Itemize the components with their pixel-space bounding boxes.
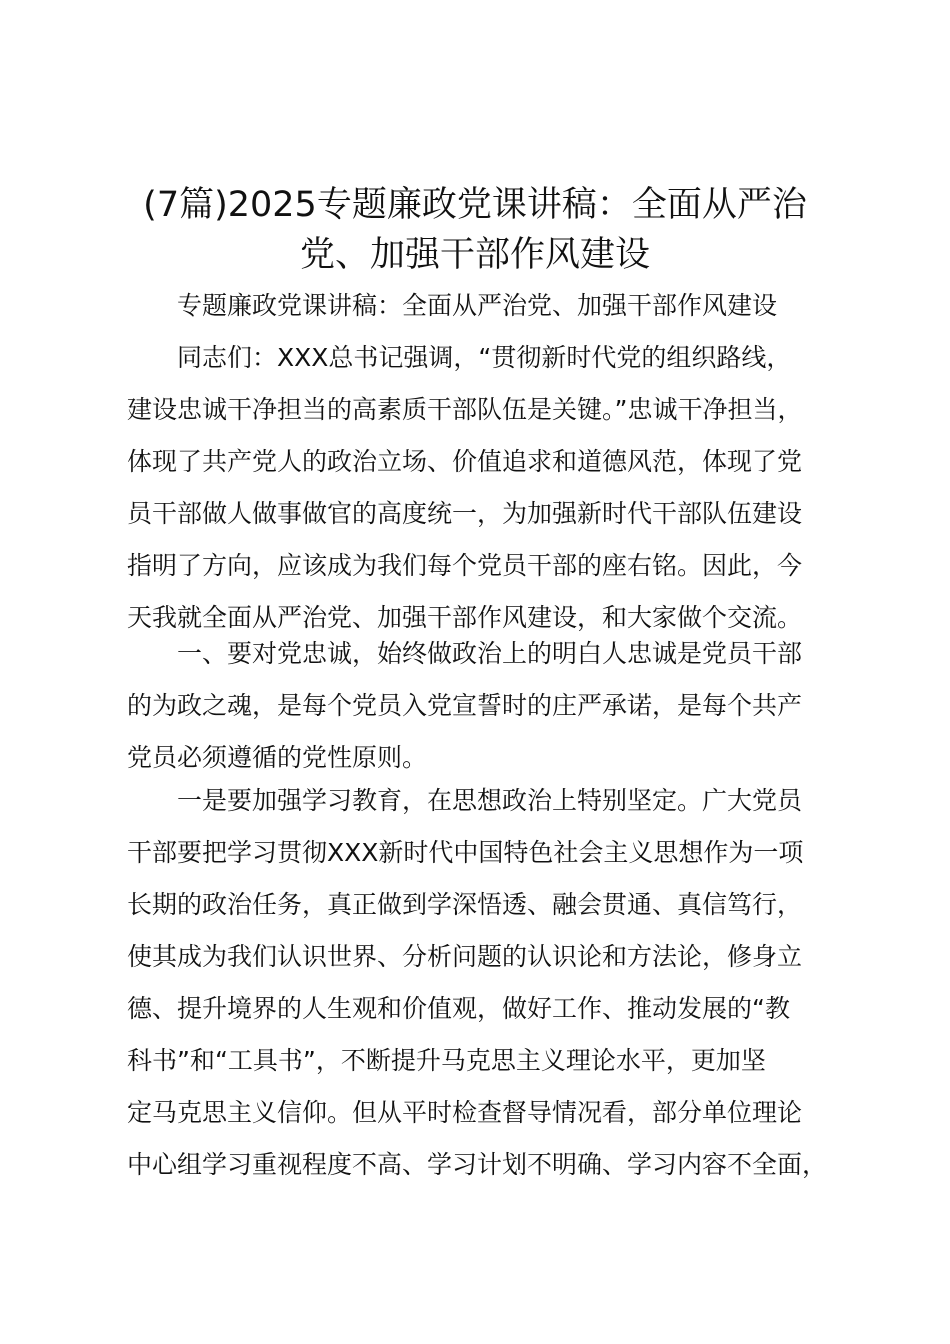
paragraph-line: 一、要对党忠诚，始终做政治上的明白人忠诚是党员干部	[177, 639, 803, 668]
title-line: (7篇)2025专题廉政党课讲稿：全面从严治	[143, 185, 807, 225]
paragraph-3	[127, 775, 832, 1191]
paragraph-line: 建设忠诚干净担当的高素质干部队伍是关键。”忠诚干净担当，	[127, 395, 803, 424]
paragraph-line: 德、提升境界的人生观和价值观，做好工作、推动发展的“教	[127, 994, 790, 1023]
paragraph-line: 干部要把学习贯彻XXX新时代中国特色社会主义思想作为一项	[127, 838, 804, 867]
paragraph-1	[127, 332, 832, 644]
document-title	[110, 180, 840, 280]
paragraph-line: 科书”和“工具书”，不断提升马克思主义理论水平，更加坚	[127, 1046, 766, 1075]
document-subtitle	[127, 280, 832, 332]
paragraph-2	[127, 628, 832, 784]
paragraph-line: 定马克思主义信仰。但从平时检查督导情况看，部分单位理论	[127, 1098, 803, 1127]
title-line: 党、加强干部作风建设	[299, 235, 650, 275]
paragraph-line: 党员必须遵循的党性原则。	[127, 743, 428, 772]
paragraph-line: 使其成为我们认识世界、分析问题的认识论和方法论，修身立	[127, 942, 803, 971]
paragraph-line: 同志们：XXX总书记强调，“贯彻新时代党的组织路线，	[177, 343, 792, 372]
paragraph-line: 中心组学习重视程度不高、学习计划不明确、学习内容不全面，	[127, 1150, 828, 1179]
paragraph-line: 指明了方向，应该成为我们每个党员干部的座右铭。因此，今	[127, 551, 803, 580]
paragraph-line: 员干部做人做事做官的高度统一，为加强新时代干部队伍建设	[127, 499, 803, 528]
subtitle-line: 专题廉政党课讲稿：全面从严治党、加强干部作风建设	[177, 291, 778, 320]
paragraph-line: 的为政之魂，是每个党员入党宣誓时的庄严承诺，是每个共产	[127, 691, 803, 720]
paragraph-line: 体现了共产党人的政治立场、价值追求和道德风范，体现了党	[127, 447, 803, 476]
paragraph-line: 一是要加强学习教育，在思想政治上特别坚定。广大党员	[177, 786, 803, 815]
paragraph-line: 长期的政治任务，真正做到学深悟透、融会贯通、真信笃行，	[127, 890, 803, 919]
paragraph-line: 天我就全面从严治党、加强干部作风建设，和大家做个交流。	[127, 603, 803, 632]
